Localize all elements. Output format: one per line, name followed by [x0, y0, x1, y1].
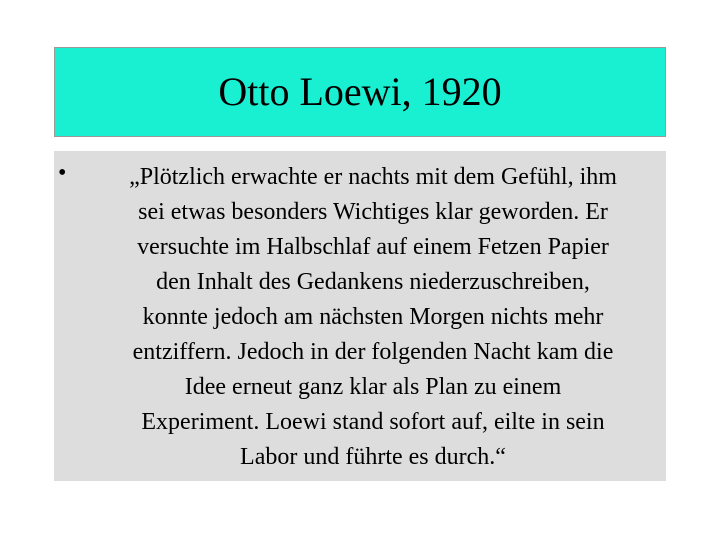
title-box — [54, 47, 666, 137]
quote-text: „Plötzlich erwachte er nachts mit dem Gefühl, ihm sei etwas besonders Wichtiges klar geworden. Er versuchte im Halbschlaf auf einem Fetzen Papier den Inhalt des Gedankens niederzuschreiben, konnte jedoch am nächsten Morgen nichts mehr entziffern. Jedoch in der folgenden Nacht kam die Idee erneut ganz klar als Plan zu einem Experiment. Loewi stand sofort auf, eilte in sein Labor und führte es durch.“ — [129, 164, 617, 470]
bullet-icon: • — [58, 160, 67, 186]
slide-title: Otto Loewi, 1920 — [218, 69, 502, 114]
